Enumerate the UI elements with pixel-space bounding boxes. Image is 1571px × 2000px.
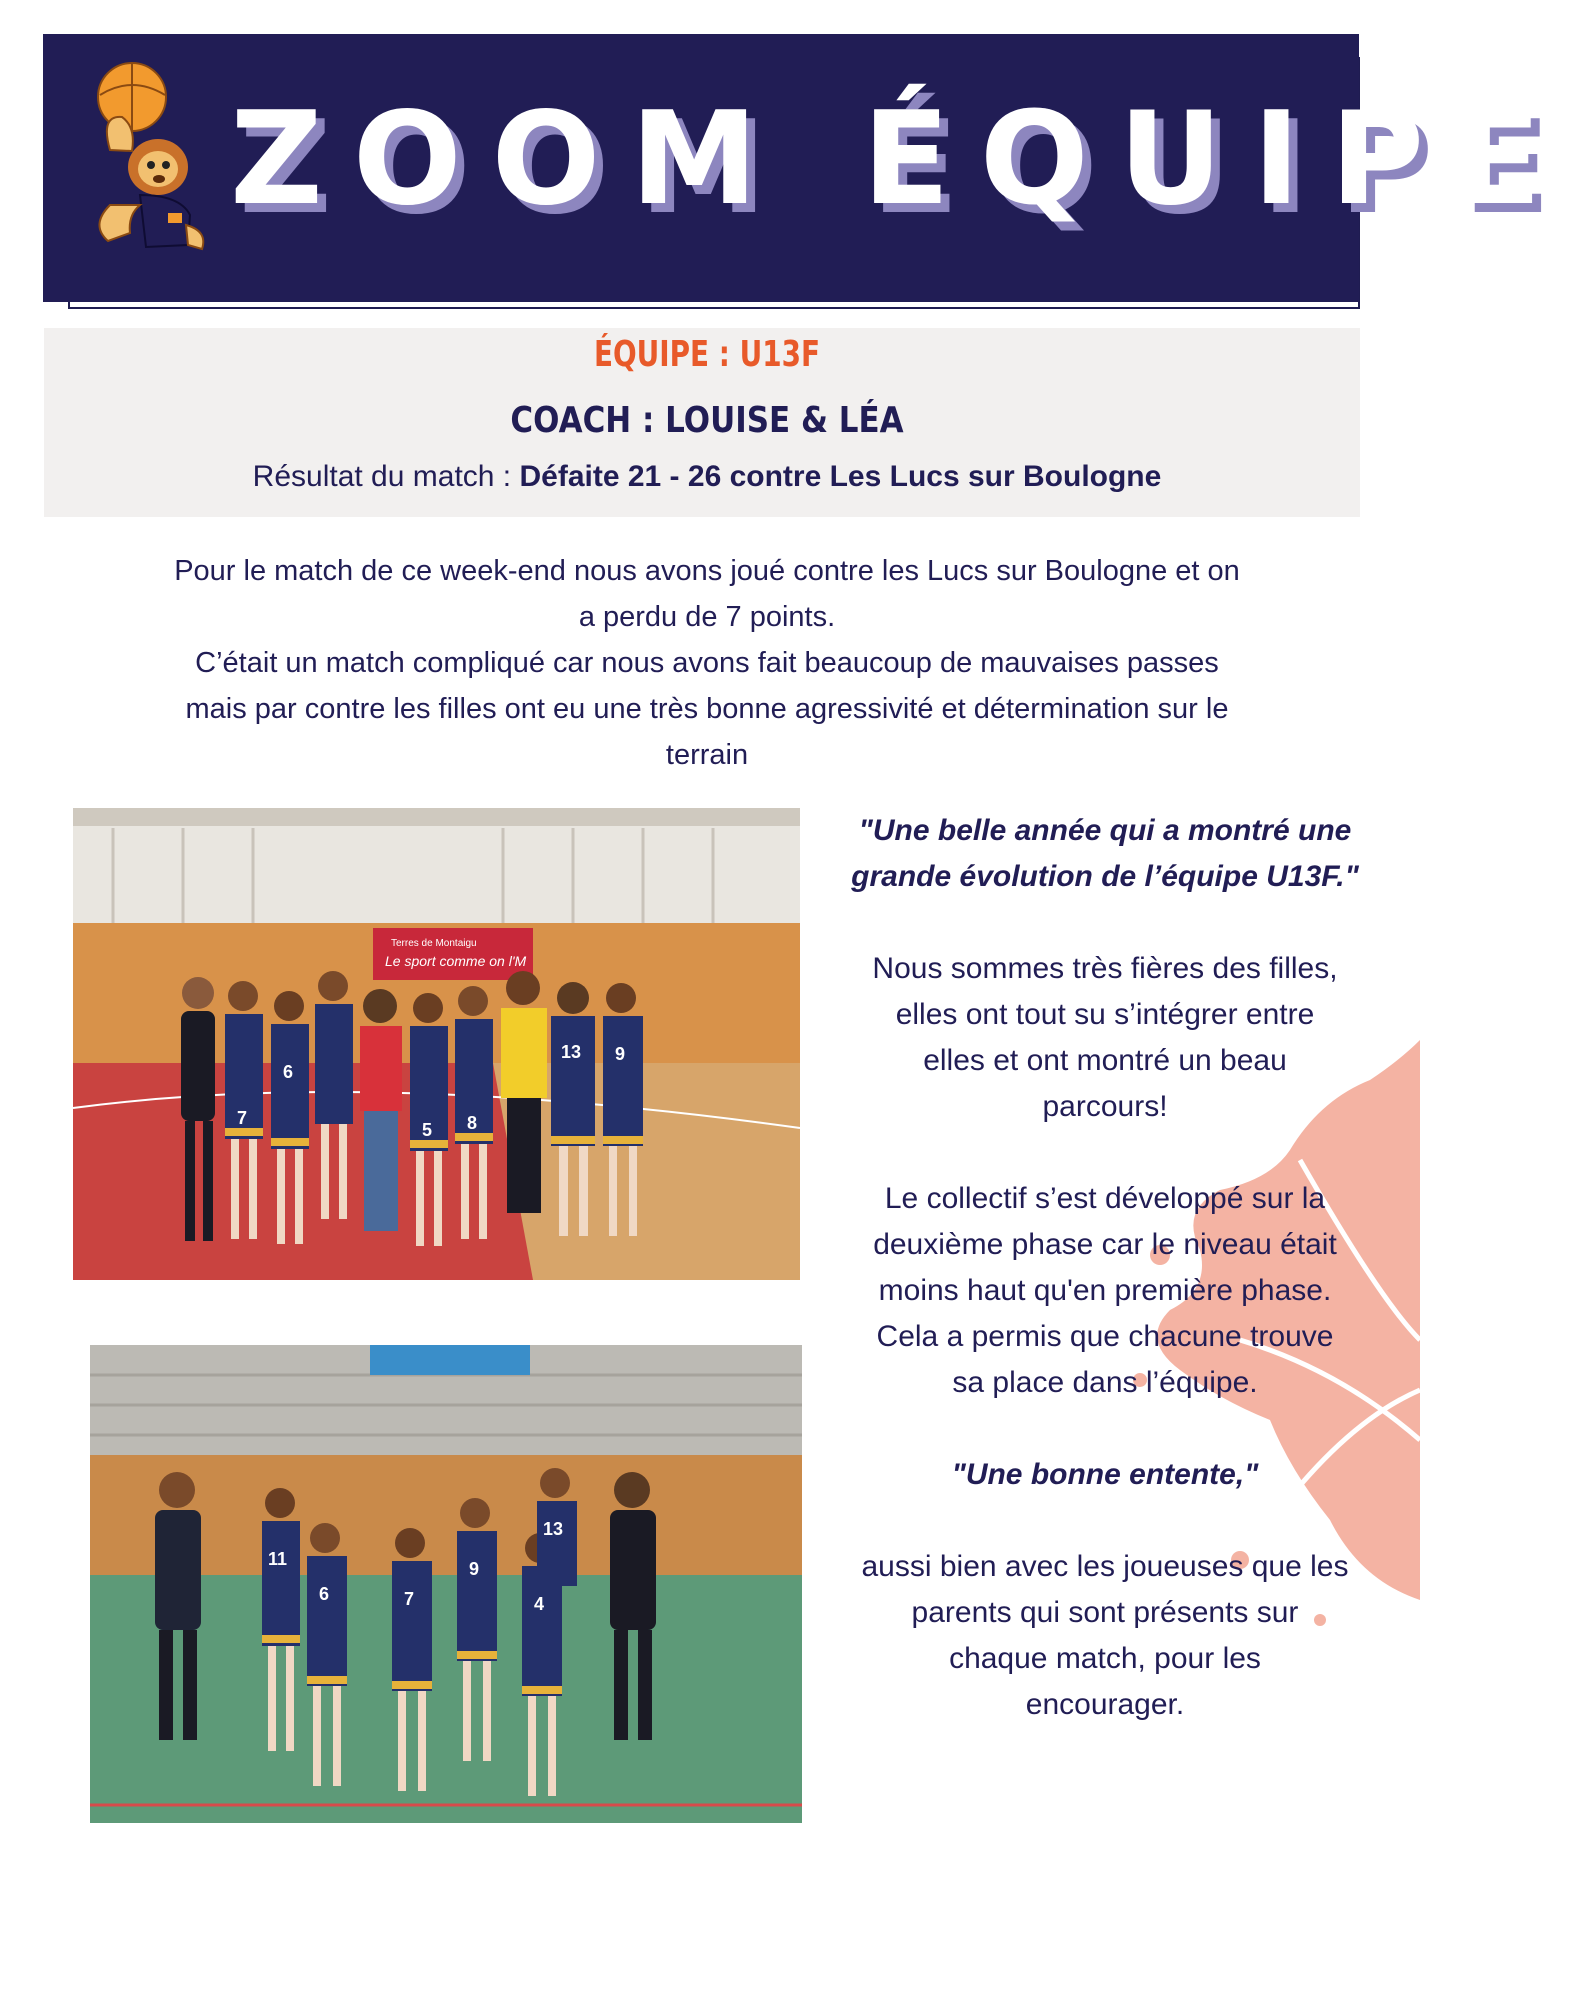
jersey-number: 4: [534, 1594, 545, 1614]
paragraph-line: deuxième phase car le niveau était: [873, 1228, 1337, 1261]
paragraph-line: encourager.: [1025, 1688, 1185, 1721]
coach-label: COACH : LOUISE & LÉA: [510, 400, 904, 441]
paragraph-line: chaque match, pour les: [949, 1642, 1261, 1675]
photo1-banner-small: Terres de Montaigu: [391, 938, 477, 949]
jersey-number: 9: [469, 1559, 480, 1579]
lion-mascot-logo: [70, 55, 210, 255]
paragraph-line: parents qui sont présents sur: [911, 1596, 1299, 1629]
page-title: ZOOM ÉQUIPE: [230, 85, 1571, 234]
jersey-number: 13: [543, 1519, 564, 1539]
team-label: ÉQUIPE : U13F: [593, 334, 821, 375]
jersey-number: 13: [561, 1042, 582, 1062]
quote-line: "Une bonne entente,": [951, 1458, 1259, 1491]
paragraph-line: Le collectif s’est développé sur la: [884, 1182, 1326, 1215]
jersey-number: 6: [283, 1062, 294, 1082]
result-value: Défaite 21 - 26 contre Les Lucs sur Boulogne: [519, 460, 1162, 493]
result-label: Résultat du match :: [252, 460, 512, 493]
jersey-number: 6: [319, 1584, 330, 1604]
intro-line: Pour le match de ce week-end nous avons joué contre les Lucs sur Boulogne et on: [174, 555, 1240, 587]
photo1-banner-text: Le sport comme on l'M: [385, 953, 527, 969]
testimonial-column: [820, 808, 1390, 1728]
paragraph-line: Cela a permis que chacune trouve: [876, 1320, 1334, 1353]
paragraph-line: sa place dans l’équipe.: [952, 1366, 1258, 1399]
paragraph-line: parcours!: [1042, 1090, 1168, 1123]
jersey-number: 7: [237, 1108, 248, 1128]
paragraph-line: moins haut qu'en première phase.: [878, 1274, 1332, 1307]
paragraph-line: elles et ont montré un beau: [923, 1044, 1287, 1077]
paragraph-line: aussi bien avec les joueuses que les: [861, 1550, 1349, 1583]
jersey-number: 5: [422, 1120, 433, 1140]
jersey-number: 8: [467, 1113, 478, 1133]
intro-line: mais par contre les filles ont eu une très bonne agressivité et détermination sur le: [185, 693, 1229, 725]
paragraph-line: elles ont tout su s’intégrer entre: [895, 998, 1315, 1031]
intro-line: terrain: [665, 739, 749, 771]
quote-line: "Une belle année qui a montré une: [858, 814, 1352, 847]
jersey-number: 11: [268, 1549, 288, 1569]
team-photo-2: [90, 1345, 802, 1823]
team-photo-1: [73, 808, 800, 1280]
intro-paragraph: [40, 548, 1374, 778]
intro-line: a perdu de 7 points.: [578, 601, 836, 633]
jersey-number: 7: [404, 1589, 415, 1609]
intro-line: C’était un match compliqué car nous avons fait beaucoup de mauvaises passes: [195, 647, 1219, 679]
match-result: [0, 455, 1414, 499]
paragraph-line: Nous sommes très fières des filles,: [872, 952, 1338, 985]
quote-line: grande évolution de l’équipe U13F.": [851, 860, 1359, 893]
jersey-number: 9: [615, 1044, 626, 1064]
